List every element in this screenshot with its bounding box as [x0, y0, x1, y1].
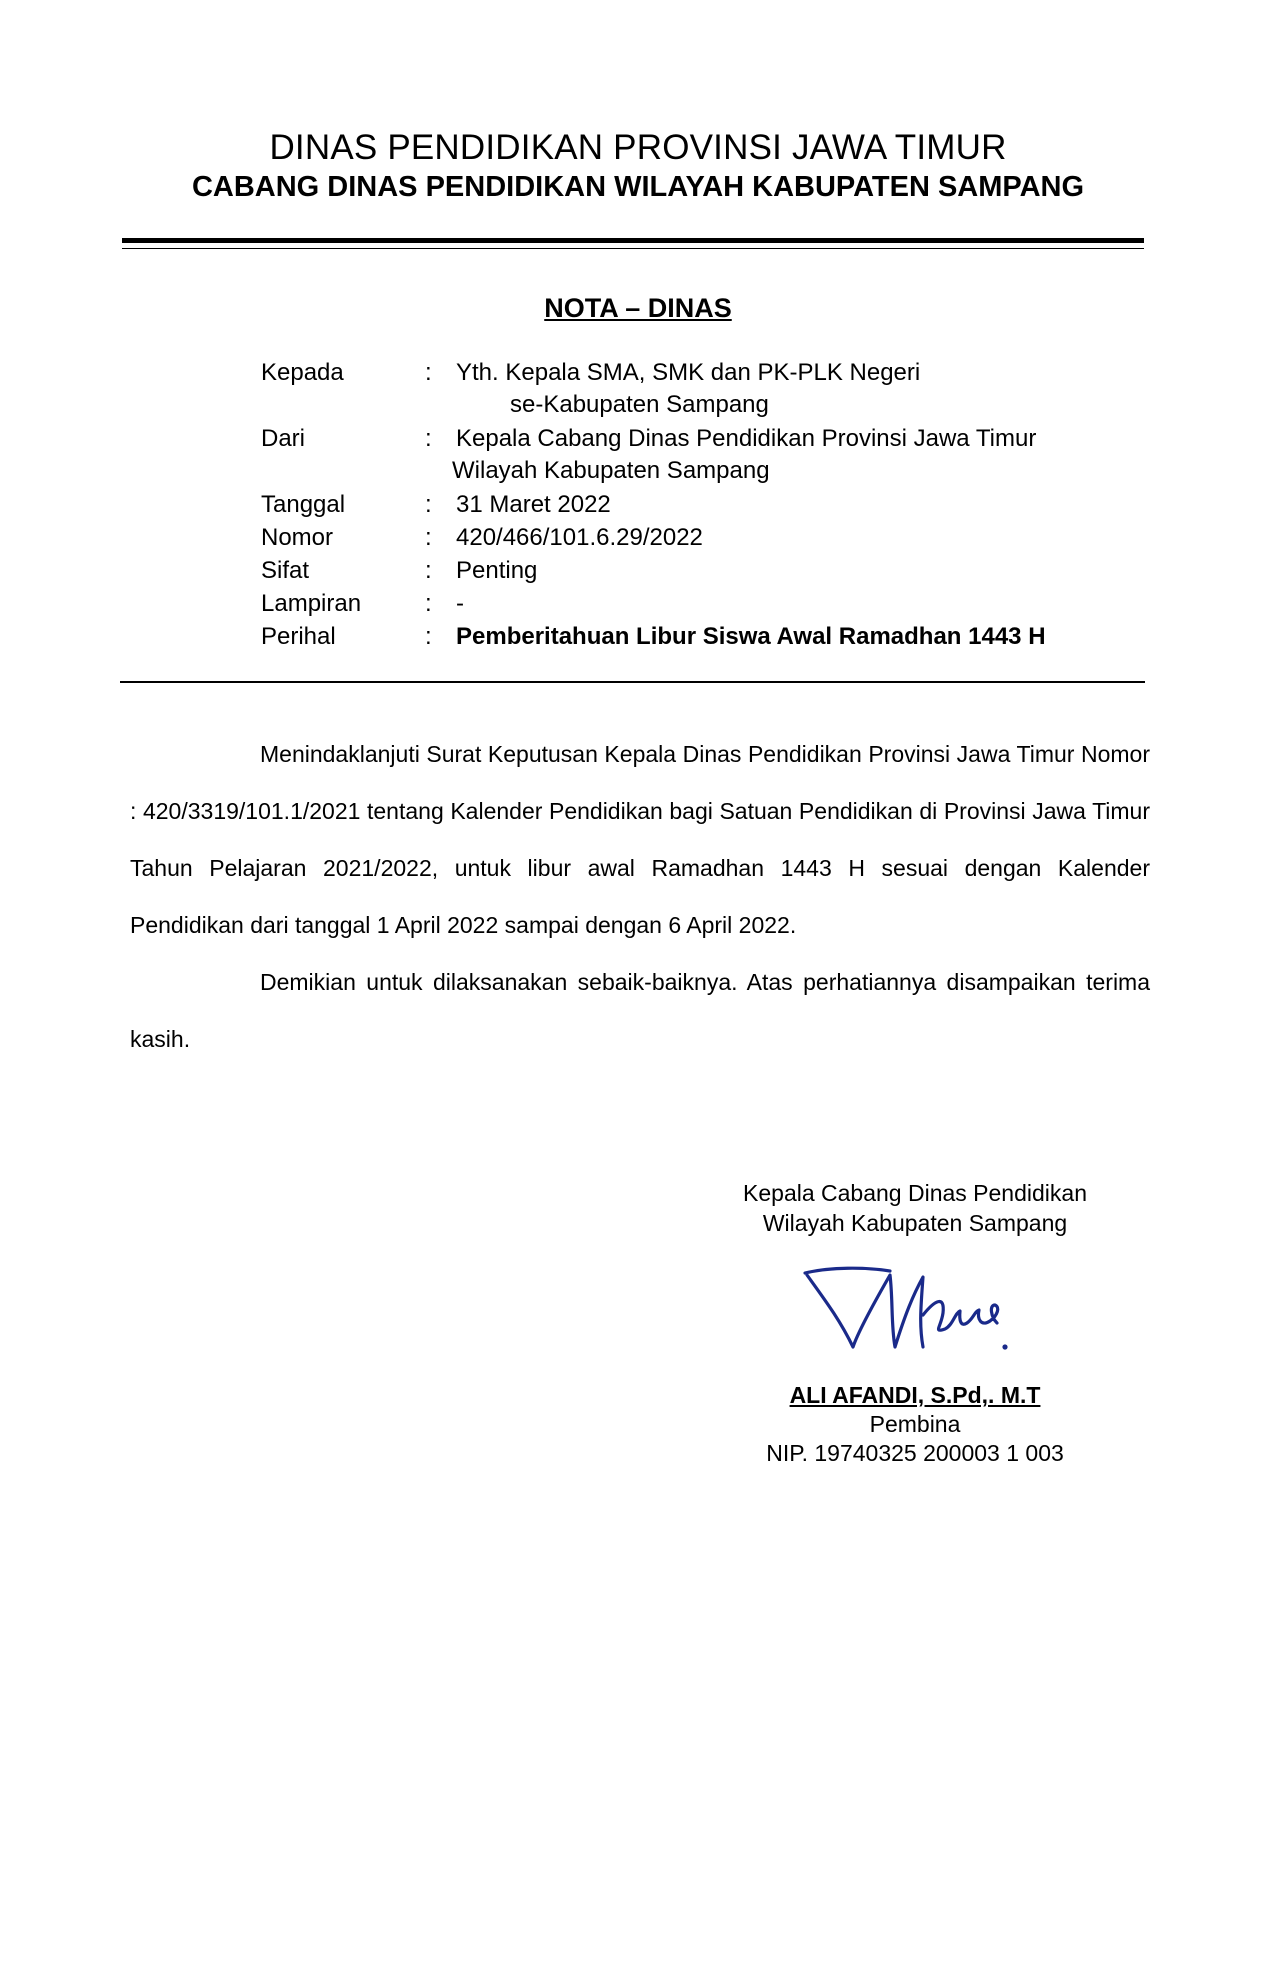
body-paragraph-1 [130, 726, 1150, 954]
signatory-rank: Pembina [869, 1411, 961, 1437]
meta-label-lampiran: Lampiran [261, 590, 362, 617]
meta-colon: : [425, 359, 432, 386]
header-divider-thick [122, 238, 1144, 243]
body-paragraph-2-text: Demikian untuk dilaksanakan sebaik-baiknya. Atas perhatiannya disampaikan terima kasih. [130, 969, 1150, 1052]
meta-colon: : [425, 590, 432, 617]
signatory-position-line2: Wilayah Kabupaten Sampang [762, 1210, 1068, 1236]
meta-value-nomor: 420/466/101.6.29/2022 [456, 524, 703, 551]
meta-label-perihal: Perihal [261, 623, 336, 650]
meta-colon: : [425, 425, 432, 452]
meta-label-dari: Dari [261, 425, 306, 452]
meta-value-dari-line1: Kepala Cabang Dinas Pendidikan Provinsi Jawa Timur [456, 425, 1037, 452]
meta-label-tanggal: Tanggal [261, 491, 346, 518]
agency-name: DINAS PENDIDIKAN PROVINSI JAWA TIMUR [269, 128, 1007, 167]
meta-value-tanggal: 31 Maret 2022 [456, 491, 611, 518]
document-title: NOTA – DINAS [544, 293, 732, 323]
branch-name: CABANG DINAS PENDIDIKAN WILAYAH KABUPATEN SAMPANG [191, 171, 1085, 203]
meta-colon: : [425, 491, 432, 518]
body-paragraph-2 [130, 954, 1150, 1068]
meta-value-lampiran: - [456, 590, 464, 617]
meta-value-kepada-line2: se-Kabupaten Sampang [510, 391, 769, 418]
meta-value-perihal: Pemberitahuan Libur Siswa Awal Ramadhan 1443 H [456, 623, 1046, 650]
meta-divider [120, 681, 1145, 683]
meta-value-sifat: Penting [456, 557, 538, 584]
handwritten-signature [795, 1255, 1035, 1375]
signatory-name: ALI AFANDI, S.Pd,. M.T [789, 1382, 1041, 1408]
meta-colon: : [425, 557, 432, 584]
meta-value-kepada-line1: Yth. Kepala SMA, SMK dan PK-PLK Negeri [456, 359, 921, 386]
meta-value-dari-line2: Wilayah Kabupaten Sampang [452, 457, 770, 484]
meta-colon: : [425, 623, 432, 650]
meta-label-kepada: Kepada [261, 359, 344, 386]
signatory-position-line1: Kepala Cabang Dinas Pendidikan [743, 1180, 1087, 1206]
header-divider-thin [122, 248, 1144, 249]
signatory-nip: NIP. 19740325 200003 1 003 [766, 1440, 1064, 1466]
meta-label-nomor: Nomor [261, 524, 334, 551]
body-paragraph-1-text: Menindaklanjuti Surat Keputusan Kepala Dinas Pendidikan Provinsi Jawa Timur Nomor : 420/3319/101.1/2021 tentang Kalender Pendidikan bagi Satuan Pendidikan di Provinsi Jawa Timur Tahun Pelajaran 2021/2022, untuk libur awal Ramadhan 1443 H sesuai dengan Kalender Pendidikan dari tanggal 1 April 2022 sampai dengan 6 April 2022. [130, 741, 1150, 938]
meta-label-sifat: Sifat [261, 557, 310, 584]
meta-colon: : [425, 524, 432, 551]
